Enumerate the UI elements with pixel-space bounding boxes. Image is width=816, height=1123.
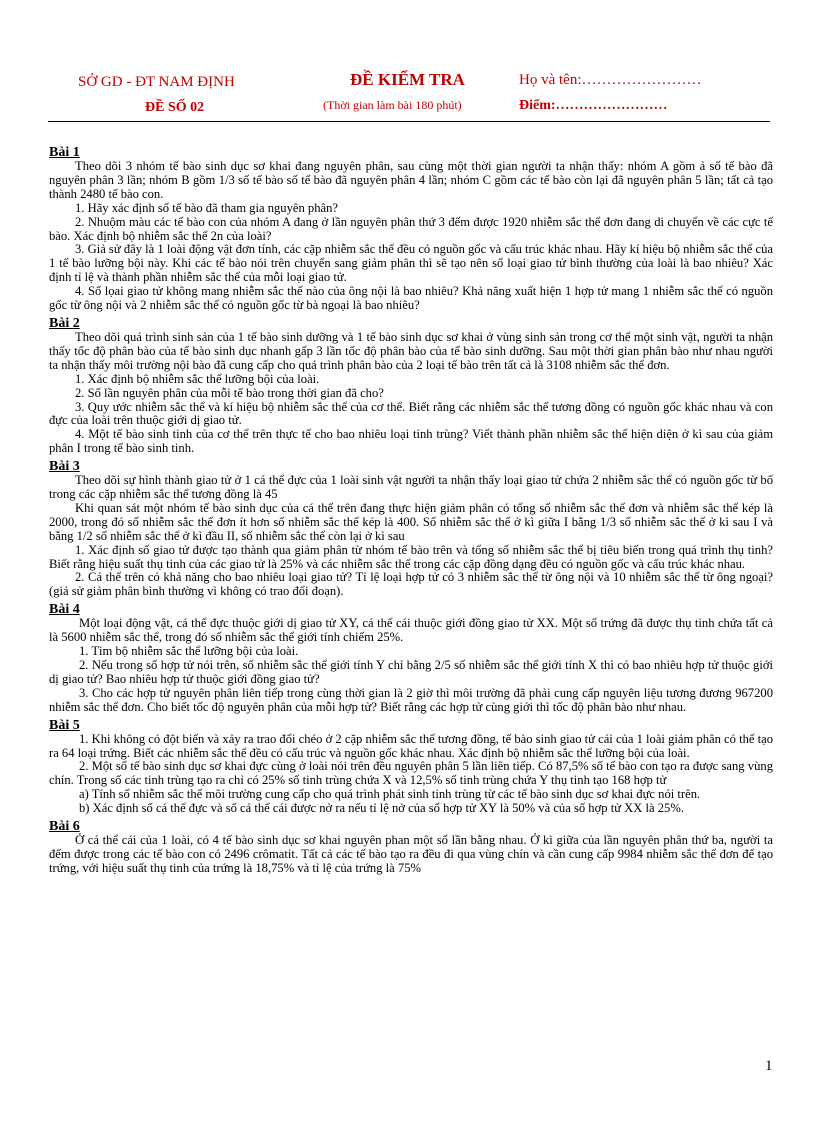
section-paragraph: b) Xác định số cá thể đực và số cá thể cái được nở ra nếu tỉ lệ nở của số hợp tử XY là 50% và của số hợp tử XX là 25%. xyxy=(79,801,684,816)
exam-time: (Thời gian làm bài 180 phút) xyxy=(323,98,462,112)
header-divider xyxy=(48,121,770,122)
section-paragraph: 4. Số lọai giao tử không mang nhiễm sắc thể nào của ông nội là bao nhiêu? Khả năng xuất hiện 1 hợp tử mang 1 nhiễm sắc thể có nguồn gốc từ ông nội và 2 nhiễm sắc thể có nguồn gốc từ bà ngoại là bao nhiêu? xyxy=(49,284,773,313)
section-title: Bài 4 xyxy=(49,602,80,618)
section-paragraph: 1. Hãy xác định số tế bào đã tham gia nguyên phân? xyxy=(75,200,338,215)
score-field: Điểm:…………………… xyxy=(519,98,668,113)
department-name: SỞ GD - ĐT NAM ĐỊNH xyxy=(78,74,235,90)
section-paragraph: a) Tính số nhiễm sắc thể môi trường cung cấp cho quá trình phát sinh tinh trùng từ các tế bào sinh dục sơ khai đực nói trên. xyxy=(79,787,701,802)
section-paragraph: 2. Nếu trong số hợp tử nói trên, số nhiễm sắc thể giới tính Y chỉ bằng 2/5 số nhiễm sắc thể giới tính X thì có bao nhiêu hợp tử thuộc giới dị giao tử? Bao nhiêu hợp tử thuộc giới đồng giao tử? xyxy=(49,658,773,686)
section-paragraph: Theo dõi sự hình thành giao tử ở 1 cá thể đực của 1 loài sinh vật người ta nhận thấy loại giao tử chứa 2 nhiễm sắc thể có nguồn gốc từ bố trong các cặp nhiễm sắc thể tương đồng là 45 xyxy=(49,473,773,502)
student-name-field: Họ và tên:…………………… xyxy=(519,72,702,88)
exam-code: ĐỀ SỐ 02 xyxy=(145,100,205,115)
section-title: Bài 6 xyxy=(49,819,80,835)
section-title: Bài 5 xyxy=(49,717,80,733)
section-paragraph: 1. Khi không có đột biến và xảy ra trao đổi chéo ở 2 cặp nhiễm sắc thể tương đồng, tế bào sinh giao tử cái của 1 loài giảm phân có thể tạo ra 64 loại trứng. Biết các nhiễm sắc thể đều có cấu trúc và nguồn gốc khác nhau. Xác định bộ nhiễm sắc thể lưỡng bội của loài. xyxy=(49,731,773,760)
section-paragraph: 3. Giả sử đây là 1 loài động vật đơn tính, các cặp nhiễm sắc thể đều có nguồn gốc và cấu trúc khác nhau. Hãy kí hiệu bộ nhiễm sắc thể của 1 tế bào lưỡng bội này. Khi các tế bào nói trên chuyển sang giảm phân thì sẽ tạo nên số loại giao tử bình thường của loài là bao nhiêu? Xác định tỉ lệ và thành phần nhiễm sắc thể của mỗi loại giao tử. xyxy=(49,242,773,285)
section-paragraph: 2. Một số tế bào sinh dục sơ khai đực cùng ở loài nói trên đều nguyên phân 5 lần liên tiếp. Có 87,5% số tế bào con tạo ra được sang vùng chín. Trong số các tinh trùng tạo ra chỉ có 25% số tinh trùng chứa X và 12,5% số tinh trùng chứa Y thụ tinh tạo 168 hợp tử xyxy=(49,759,773,788)
section-title: Bài 2 xyxy=(49,315,80,331)
section-title: Bài 3 xyxy=(49,459,80,475)
section-paragraph: 4. Một tế bào sinh tinh của cơ thể trên thực tế cho bao nhiêu loại tinh trùng? Viết thành phần nhiễm sắc thể hiện diện ở kì sau của giảm phân I trong tế bào sinh tinh. xyxy=(49,427,773,456)
section-paragraph: 1. Xác định bộ nhiễm sắc thể lưỡng bội của loài. xyxy=(75,371,320,386)
section-paragraph: Ở cá thể cái của 1 loài, có 4 tế bào sinh dục sơ khai nguyên phan một số lần bằng nhau. Ở kì giữa của lần nguyên phân thứ ba, người ta đếm được trong các tế bào con có 2496 crômatit. Tất cả các tế bào tạo ra đều đi qua vùng chín và cần cung cấp 9984 nhiễm sắc thể đơn để tạo trứng, với hiệu suất thụ tinh của trứng là 18,75% và tỉ lệ của trứng là 75% xyxy=(49,833,773,875)
section-paragraph: Theo dõi quá trình sinh sản của 1 tế bào sinh dưỡng và 1 tế bào sinh dục sơ khai ở vùng sinh sản trong cơ thể một sinh vật, người ta nhận thấy tốc độ phân bào của tế bào sinh dục nhanh gấp 3 lần tốc độ phân bào của tế bào sinh dưỡng. Sau một thời gian phân bào như nhau người ta nhận thấy môi trường nội bào đã cung cấp cho quá trình phân bào của 2 loại tế bào trên tất cả là 3108 nhiễm sắc thể đơn. xyxy=(49,329,773,372)
exam-title: ĐỀ KIỂM TRA xyxy=(350,70,465,89)
section-paragraph: 2. Nhuộm màu các tế bào con của nhóm A đang ở lần nguyên phân thứ 3 đếm được 1920 nhiễm sắc thể đơn đang di chuyển về các cực tế bào. Xác định bộ nhiễm sắc thể 2n của loài? xyxy=(49,214,773,243)
section-paragraph: 3. Cho các hợp tử nguyên phân liên tiếp trong cùng thời gian là 2 giờ thì môi trường đã phải cung cấp nguyên liệu tương đương 967200 nhiễm sắc thể đơn. Cho biết tốc độ nguyên phân của mỗi hợp tử? Biết rằng các hợp tử cùng giới thì tốc độ phân bào như nhau. xyxy=(49,685,773,714)
section-paragraph: Một loại động vật, cá thể đực thuộc giới dị giao tử XY, cá thể cái thuộc giới đồng giao tử XX. Một số trứng đã được thụ tinh chứa tất cả là 5600 nhiễm sắc thể, trong đó số nhiễm sắc thể giới tính chiếm 25%. xyxy=(49,616,773,645)
section-paragraph: 2. Cá thể trên có khả năng cho bao nhiêu loại giao tử? Tỉ lệ loại hợp tử có 3 nhiễm sắc thể từ ông nội và 10 nhiễm sắc thể từ ông ngoại? (giả sử giảm phân bình thường vì không có trao đổi đoạn). xyxy=(49,570,773,599)
section-paragraph: 1. Tìm bộ nhiễm sắc thể lưỡng bội của loài. xyxy=(79,644,299,659)
page-number: 1 xyxy=(765,1058,773,1074)
section-paragraph: Khi quan sát một nhóm tế bào sinh dục của cá thể trên đang thực hiện giảm phân có tổng số nhiễm sắc thể đơn và nhiễm sắc thể kép là 2000, trong đó số nhiễm sắc thể đơn ít hơn số nhiễm sắc thể kép là 400. Số nhiễm sắc thể ở kì giữa I bằng 1/3 số nhiễm sắc thể ở kì sau I và bằng 1/2 số nhiễm sắc thể ở kì đầu II, số nhiễm sắc thể còn lại ở kì sau xyxy=(49,500,773,543)
exam-body xyxy=(49,142,773,876)
section-paragraph: Theo dõi 3 nhóm tế bào sinh dục sơ khai đang nguyên phân, sau cùng một thời gian người ta nhận thấy: nhóm A gồm ả số tế bào đã nguyên phân 3 lần; nhóm B gồm 1/3 số tế bào số tế bào đã nguyên phân 4 lần; nhóm C gồm các tế bào còn lại đã nguyên phân 5 lần; tất cả tạo thành 2480 tế bào con. xyxy=(49,159,773,201)
section-paragraph: 2. Số lần nguyên phân của mỗi tế bào trong thời gian đã cho? xyxy=(75,385,384,400)
section-paragraph: 3. Quy ước nhiễm sắc thể và kí hiệu bộ nhiễm sắc thể của cơ thể. Biết rằng các nhiễm sắc thể tương đồng có nguồn gốc khác nhau và con đực của loài trên thuộc giới dị giao tử. xyxy=(49,399,773,428)
section-paragraph: 1. Xác định số giao tử được tạo thành qua giảm phân từ nhóm tế bào trên và tổng số nhiễm sắc thể bị tiêu biến trong quá trình thụ tinh? Biết rằng hiệu suất thụ tinh của các giao tử là 25% và các nhiễm sắc thể trong các cặp đồng dạng đều có nguồn gốc và cấu trúc khác nhau. xyxy=(49,542,773,571)
section-title: Bài 1 xyxy=(49,145,80,160)
